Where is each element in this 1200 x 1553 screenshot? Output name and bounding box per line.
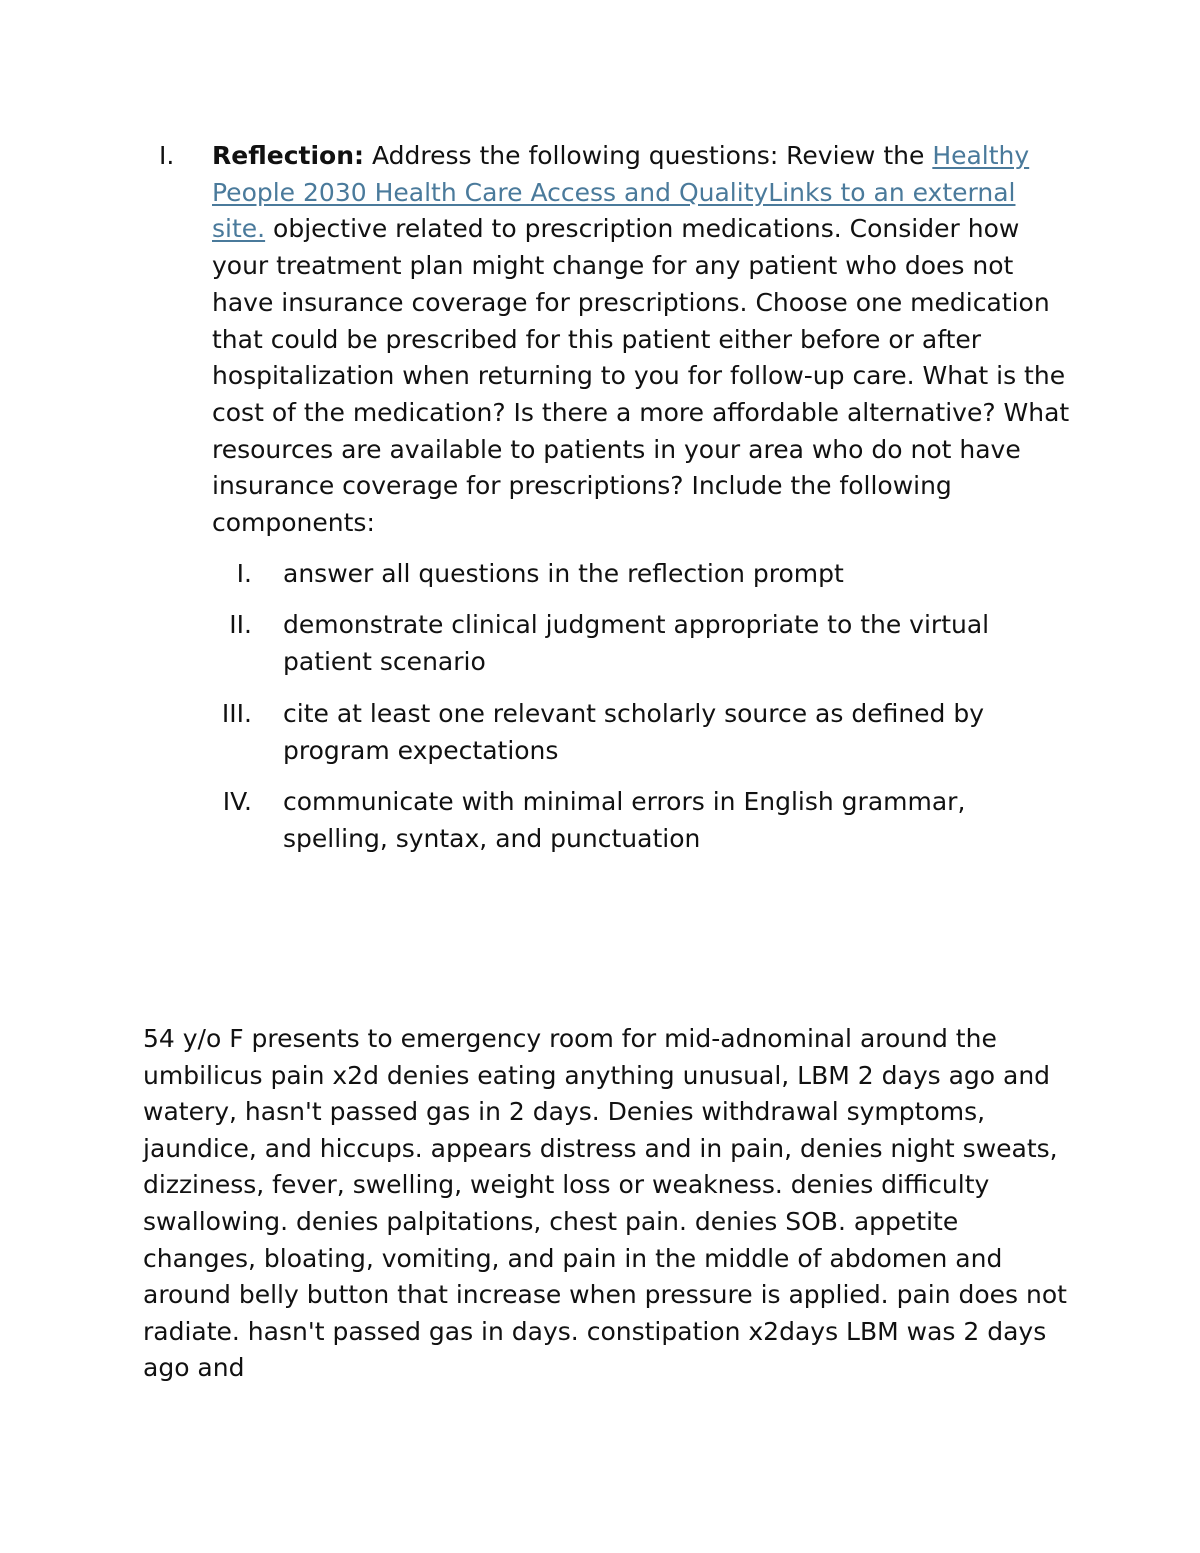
reflection-body-text: objective related to prescription medications. Consider how your treatment plan might change for any patient who does not have insurance coverage for prescriptions. Choose one medication that could be prescribed for this patient either before or after hospitalization when returning to you for follow-up care. What is the cost of the medication? Is there a more affordable alternative? What resources are available to patients in your area who do not have insurance coverage for prescriptions? Include the following components: — [212, 214, 1070, 538]
list-item-number: I. — [236, 558, 252, 588]
list-item-number: IV. — [222, 787, 252, 817]
case-note-paragraph: 54 y/o F presents to emergency room for mid-adnominal around the umbilicus pain x2d denies eating anything unusual, LBM 2 days ago and watery, hasn't passed gas in 2 days. Denies withdrawal symptoms, jaundice, and hiccups. appears distress and in pain, denies night sweats, dizziness, fever, swelling, weight loss or weakness. denies difficulty swallowing. denies palpitations, chest pain. denies SOB. appetite changes, bloating, vomiting, and pain in the middle of abdomen and around belly button that increase when pressure is applied. pain does not radiate. hasn't passed gas in days. constipation x2days LBM was 2 days ago and — [143, 1024, 1067, 1383]
list-item-number: II. — [229, 610, 252, 640]
list-item — [212, 556, 1072, 593]
list-item-text: answer all questions in the reflection prompt — [283, 558, 844, 588]
list-item — [212, 784, 1072, 857]
list-item-text: cite at least one relevant scholarly source as defined by program expectations — [283, 698, 985, 765]
reflection-paragraph — [212, 138, 1072, 858]
reflection-section — [143, 138, 1083, 873]
reflection-list-marker: I. — [159, 141, 175, 170]
healthy-people-2030-link[interactable]: Healthy People 2030 Health Care Access and QualityLinks to an external site. — [212, 141, 1030, 244]
list-item-text: demonstrate clinical judgment appropriate to the virtual patient scenario — [283, 610, 990, 677]
list-item-text: communicate with minimal errors in English grammar, spelling, syntax, and punctuation — [283, 787, 966, 853]
list-item — [212, 696, 1072, 769]
components-list — [212, 556, 1072, 858]
reflection-heading: Reflection: — [212, 141, 365, 170]
reflection-intro-text: Address the following questions: Review the — [364, 141, 933, 170]
list-item — [212, 607, 1072, 680]
list-item-number: III. — [221, 698, 252, 728]
